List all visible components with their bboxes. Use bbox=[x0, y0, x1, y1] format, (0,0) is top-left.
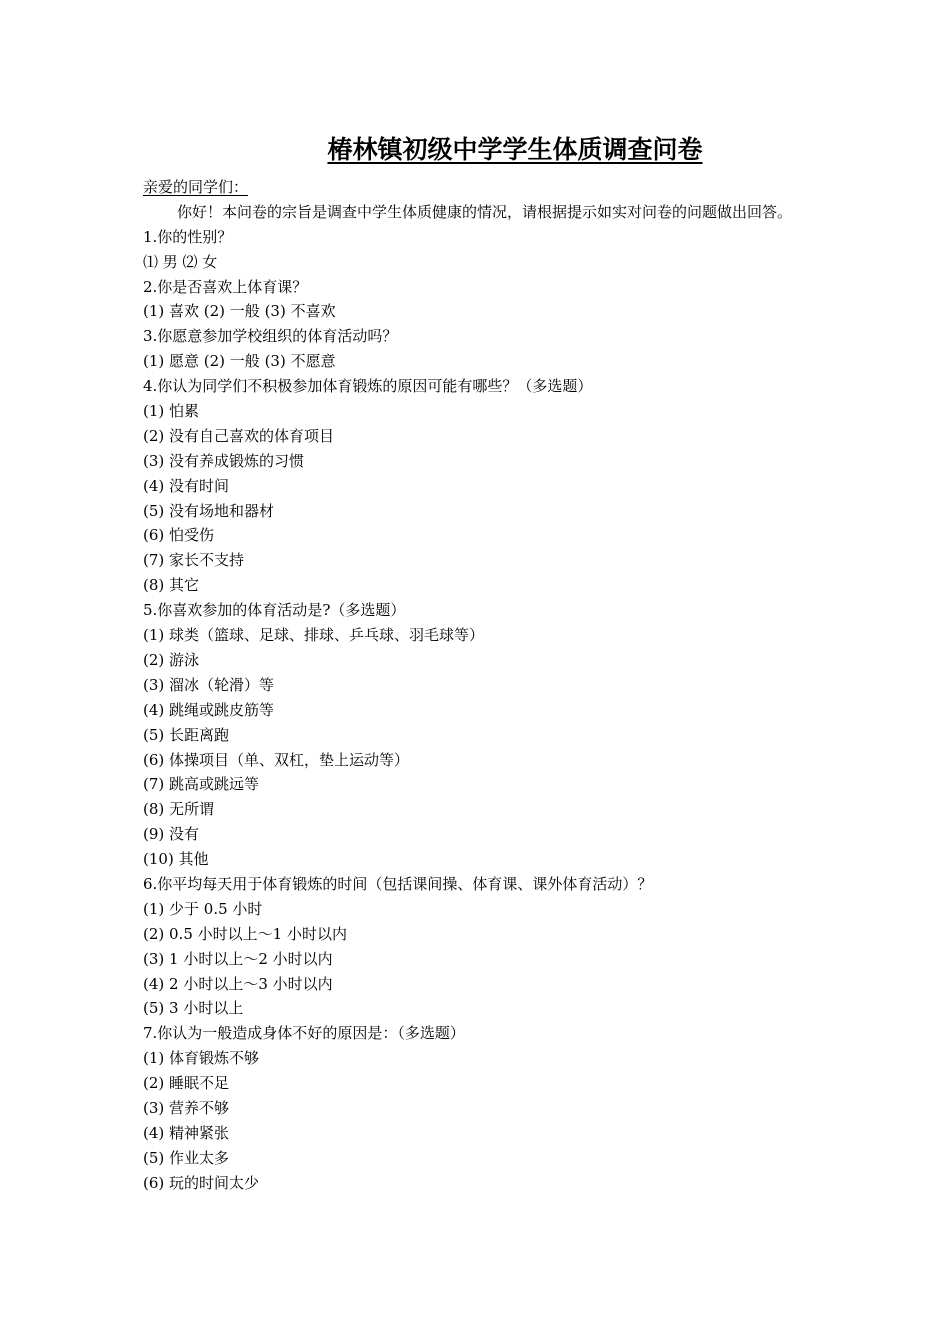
option-text: (6) 玩的时间太少 bbox=[143, 1173, 260, 1192]
greeting-text: 亲爱的同学们： bbox=[143, 178, 249, 196]
option-text: (5) 没有场地和器材 bbox=[143, 501, 275, 520]
option-text: (5) 作业太多 bbox=[143, 1148, 230, 1167]
option-text: (4) 没有时间 bbox=[143, 476, 230, 495]
option-text: (1) 怕累 bbox=[143, 402, 200, 421]
option-text: (2) 没有自己喜欢的体育项目 bbox=[143, 426, 335, 445]
option-text: (3) 没有养成锻炼的习惯 bbox=[143, 451, 305, 470]
option-text: (10) 其他 bbox=[143, 850, 209, 869]
option-text: (3) 溜冰（轮滑）等 bbox=[143, 675, 275, 694]
option-text: (8) 无所谓 bbox=[143, 800, 215, 819]
question-text: 1.你的性别？ bbox=[143, 227, 233, 246]
option-text: (6) 体操项目（单、双杠，垫上运动等） bbox=[143, 750, 410, 769]
option-text: (6) 怕受伤 bbox=[143, 526, 215, 545]
intro-paragraph: 你好！本问卷的宗旨是调查中学生体质健康的情况，请根据提示如实对问卷的问题做出回答。 bbox=[177, 202, 793, 221]
option-text: (7) 跳高或跳远等 bbox=[143, 775, 260, 794]
question-text: 5.你喜欢参加的体育活动是?（多选题） bbox=[143, 601, 406, 620]
option-text: (4) 2 小时以上～3 小时以内 bbox=[143, 974, 333, 993]
option-text: (5) 长距离跑 bbox=[143, 725, 230, 744]
option-text: (2) 睡眠不足 bbox=[143, 1074, 230, 1093]
survey-body bbox=[143, 175, 813, 1196]
option-text: (1) 愿意 (2) 一般 (3) 不愿意 bbox=[143, 352, 336, 371]
option-text: (9) 没有 bbox=[143, 825, 200, 844]
option-text: (2) 游泳 bbox=[143, 650, 200, 669]
page-title: 椿林镇初级中学学生体质调查问卷 bbox=[327, 135, 703, 164]
question-text: 7.你认为一般造成身体不好的原因是：（多选题） bbox=[143, 1024, 465, 1043]
question-text: 2.你是否喜欢上体育课？ bbox=[143, 277, 308, 296]
option-text: (3) 营养不够 bbox=[143, 1098, 230, 1117]
option-text: (2) 0.5 小时以上～1 小时以内 bbox=[143, 924, 347, 943]
option-text: ⑴ 男 ⑵ 女 bbox=[143, 252, 218, 271]
option-text: (3) 1 小时以上～2 小时以内 bbox=[143, 949, 333, 968]
option-text: (4) 跳绳或跳皮筋等 bbox=[143, 700, 275, 719]
option-text: (7) 家长不支持 bbox=[143, 551, 245, 570]
question-list bbox=[143, 225, 813, 1196]
option-text: (1) 体育锻炼不够 bbox=[143, 1049, 260, 1068]
option-text: (8) 其它 bbox=[143, 576, 200, 595]
option-text: (1) 喜欢 (2) 一般 (3) 不喜欢 bbox=[143, 302, 336, 321]
option-text: (1) 球类（篮球、足球、排球、乒乓球、羽毛球等） bbox=[143, 626, 485, 645]
question-text: 4.你认为同学们不积极参加体育锻炼的原因可能有哪些？（多选题） bbox=[143, 377, 593, 396]
question-text: 6.你平均每天用于体育锻炼的时间（包括课间操、体育课、课外体育活动）？ bbox=[143, 874, 653, 893]
option-text: (1) 少于 0.5 小时 bbox=[143, 899, 263, 918]
option-text: (5) 3 小时以上 bbox=[143, 999, 244, 1018]
option-text: (4) 精神紧张 bbox=[143, 1123, 230, 1142]
greeting bbox=[143, 175, 813, 200]
question-text: 3.你愿意参加学校组织的体育活动吗？ bbox=[143, 327, 398, 346]
